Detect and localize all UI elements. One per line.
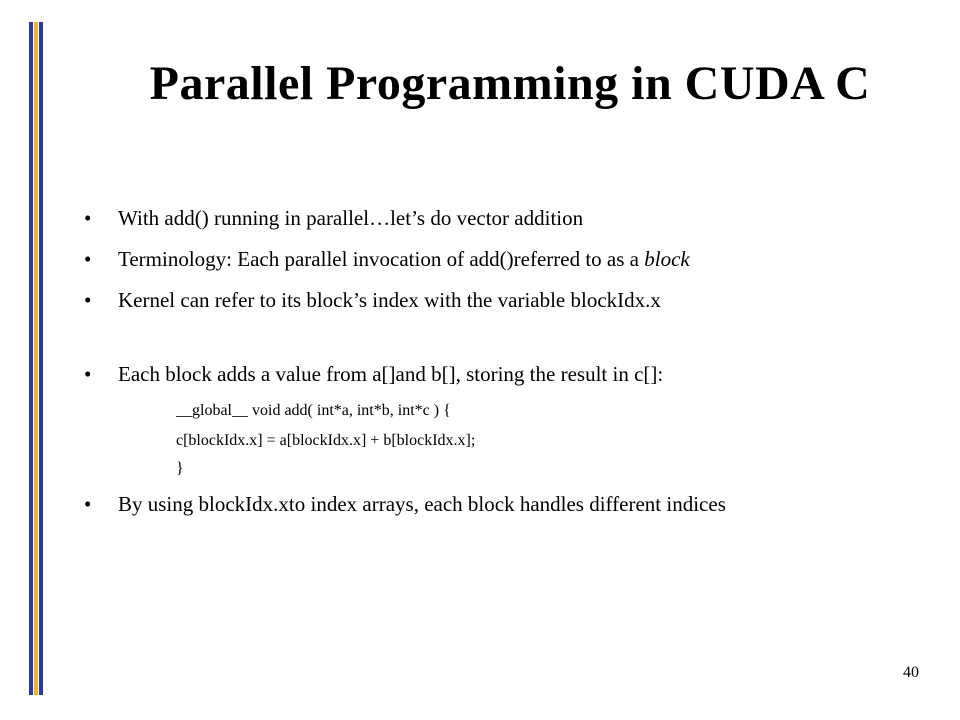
bullet-dot: • — [84, 492, 92, 516]
code-line: } — [176, 460, 184, 477]
bullet-text: Each block adds a value from a[]and b[], storing the result in c[]: — [118, 362, 664, 386]
bullet-dot: • — [84, 362, 92, 386]
page-number: 40 — [903, 664, 919, 681]
slide-title: Parallel Programming in CUDA C — [149, 57, 871, 110]
left-accent-bar-blue-inner — [39, 22, 43, 695]
bullet-text: Kernel can refer to its block’s index with the variable blockIdx.x — [118, 288, 661, 312]
bullet-text-prefix: Terminology: Each parallel invocation of add()referred to as a — [118, 247, 645, 271]
code-line: c[blockIdx.x] = a[blockIdx.x] + b[blockIdx.x]; — [176, 432, 476, 449]
bullet-dot: • — [84, 206, 92, 230]
left-accent-bar-blue — [29, 22, 33, 695]
bullet-text: By using blockIdx.xto index arrays, each block handles different indices — [118, 492, 726, 516]
bullet-dot: • — [84, 288, 92, 312]
bullet-text-emphasis: block — [644, 247, 690, 271]
bullet-text: With add() running in parallel…let’s do vector addition — [118, 206, 584, 230]
bullet-text — [118, 247, 690, 272]
bullet-dot: • — [84, 247, 92, 271]
left-accent-bar-gold — [34, 22, 38, 695]
code-line: __global__ void add( int*a, int*b, int*c ) { — [176, 402, 451, 419]
